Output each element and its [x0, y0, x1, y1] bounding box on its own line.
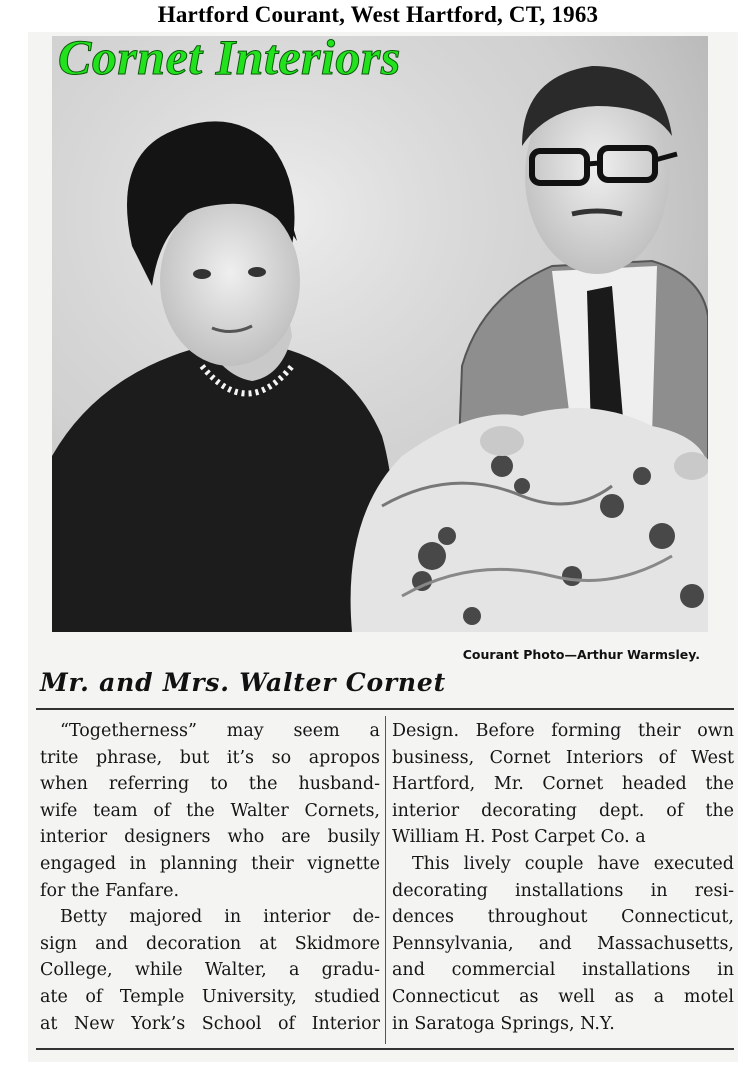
- article-column-right: [392, 718, 734, 1037]
- article-line: dences throughout Connecticut,: [392, 907, 734, 928]
- article-line: College, while Walter, a gradu-: [40, 960, 380, 981]
- news-photo: [52, 36, 708, 632]
- article-line: Betty majored in interior de-: [60, 907, 380, 928]
- article-line: sign and decoration at Skidmore: [40, 933, 380, 954]
- article-line: interior designers who are busily: [40, 827, 380, 848]
- article-line: William H. Post Carpet Co. a: [392, 827, 646, 848]
- article-column-left: [40, 718, 380, 1037]
- article-line: and commercial installations in: [392, 960, 734, 981]
- article-line: Connecticut as well as a motel: [392, 986, 734, 1007]
- woman-face: [160, 196, 300, 366]
- photo-illustration: [52, 36, 708, 632]
- article-line: Hartford, Mr. Cornet headed the: [392, 774, 734, 795]
- article-line: in Saratoga Springs, N.Y.: [392, 1013, 615, 1034]
- column-divider: [385, 716, 386, 1044]
- photo-caption: Mr. and Mrs. Walter Cornet: [40, 668, 446, 697]
- source-line: Hartford Courant, West Hartford, CT, 1963: [157, 2, 599, 27]
- article-line: business, Cornet Interiors of West: [392, 747, 734, 768]
- overlay-title: Cornet Interiors: [58, 29, 401, 85]
- article-line: wife team of the Walter Cornets,: [40, 800, 380, 821]
- article-line: This lively couple have executed: [412, 853, 734, 874]
- article-line: at New York’s School of Interior: [40, 1013, 380, 1034]
- article-line: engaged in planning their vignette: [40, 853, 380, 874]
- bottom-rule: [36, 1048, 734, 1050]
- article-line: when referring to the husband-: [40, 774, 380, 795]
- top-rule: [36, 708, 734, 710]
- article-line: Design. Before forming their own: [392, 721, 734, 741]
- article-line: “Togetherness” may seem a: [60, 721, 380, 741]
- photo-credit: Courant Photo—Arthur Warmsley.: [462, 647, 700, 662]
- article-line: trite phrase, but it’s so apropos: [40, 747, 380, 768]
- article-line: ate of Temple University, studied: [40, 986, 380, 1007]
- article-line: for the Fanfare.: [40, 880, 180, 901]
- article-line: decorating installations in resi-: [392, 880, 734, 901]
- article-line: interior decorating dept. of the: [392, 800, 734, 821]
- article-line: Pennsylvania, and Massachusetts,: [392, 933, 734, 954]
